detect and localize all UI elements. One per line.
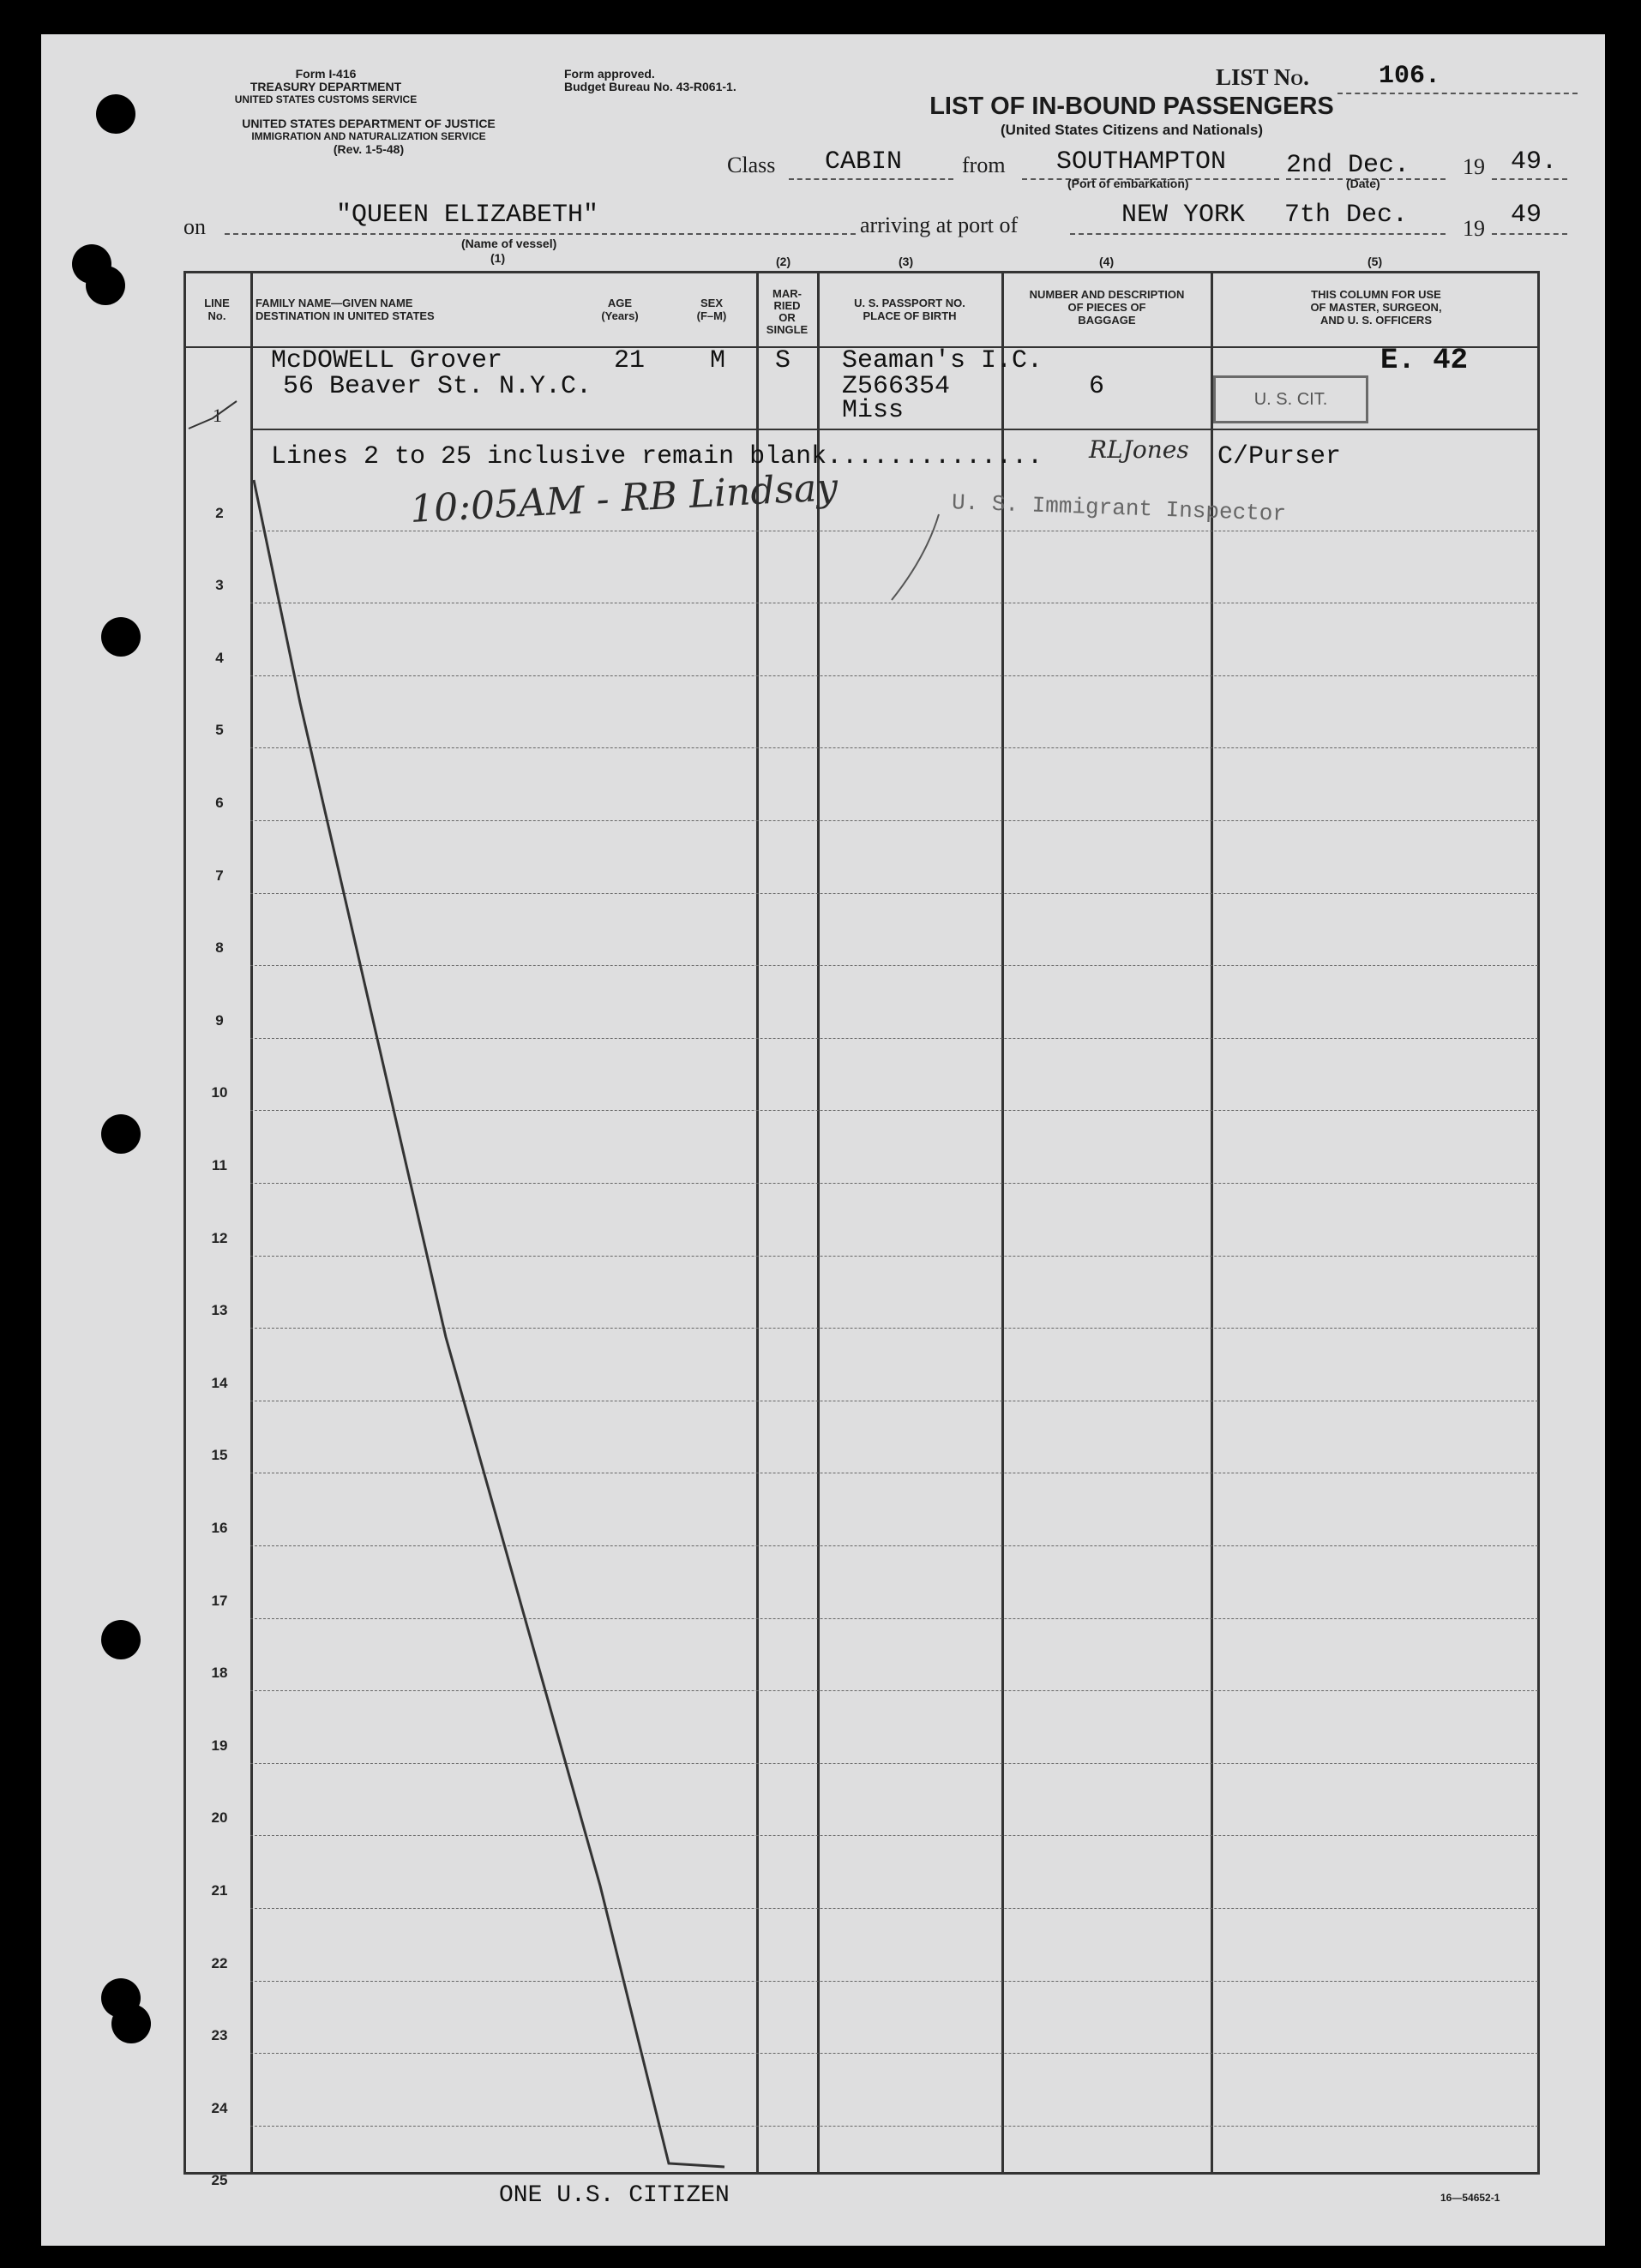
header-sex: SEX (F–M) <box>696 297 727 322</box>
treasury-department: TREASURY DEPARTMENT <box>249 80 402 93</box>
line-number: 10 <box>211 1084 228 1101</box>
passenger-destination: 56 Beaver St. N.Y.C. <box>283 372 592 401</box>
vessel-name: "QUEEN ELIZABETH" <box>336 201 599 230</box>
form-number: Form I-416 <box>295 67 357 81</box>
line-number: 12 <box>211 1229 228 1246</box>
line-number: 25 <box>211 2172 228 2189</box>
header-age: AGE (Years) <box>601 297 639 322</box>
header-officers: THIS COLUMN FOR USE OF MASTER, SURGEON, AND U. S. OFFICERS <box>1310 288 1442 327</box>
arrival-year: 49 <box>1511 201 1542 230</box>
form-title: LIST OF IN-BOUND PASSENGERS <box>929 93 1334 120</box>
passenger-age: 21 <box>614 346 646 375</box>
birthplace: Miss <box>842 396 905 425</box>
date-caption: (Date) <box>1346 177 1380 190</box>
line-number: 23 <box>211 2027 228 2044</box>
class-label: Class <box>727 153 776 177</box>
col1-number: (1) <box>490 251 506 265</box>
line-number: 20 <box>211 1809 228 1827</box>
header-name: FAMILY NAME—GIVEN NAME DESTINATION IN UNITED STATES <box>255 297 435 322</box>
line-number: 17 <box>211 1592 228 1609</box>
col4-number: (4) <box>1099 255 1115 268</box>
passenger-sex: M <box>710 346 726 375</box>
year-prefix: 19 <box>1463 154 1485 179</box>
departure-year: 49. <box>1511 147 1558 177</box>
passenger-married: S <box>775 346 791 375</box>
line-number: 19 <box>211 1737 228 1754</box>
officer-mark: E. 42 <box>1380 345 1469 377</box>
header-married: MAR- RIED OR SINGLE <box>766 287 808 336</box>
line-number: 7 <box>215 867 224 884</box>
justice-department: UNITED STATES DEPARTMENT OF JUSTICE <box>242 117 496 130</box>
customs-service: UNITED STATES CUSTOMS SERVICE <box>234 93 418 105</box>
line-number: 2 <box>215 504 224 521</box>
blank-lines-note: Lines 2 to 25 inclusive remain blank.............. <box>271 442 1043 471</box>
col5-number: (5) <box>1368 255 1383 268</box>
inspector-signature: 10:05AM - RB Lindsay <box>409 465 839 532</box>
line-number: 18 <box>211 1665 228 1682</box>
revision: (Rev. 1-5-48) <box>333 142 405 156</box>
print-code: 16—54652-1 <box>1440 2192 1500 2204</box>
arriving-label: arriving at port of <box>860 213 1019 237</box>
arrival-port: NEW YORK <box>1121 201 1246 230</box>
departure-date: 2nd Dec. <box>1286 151 1410 180</box>
purser-signature: RLJones <box>1089 435 1189 464</box>
line-number: 22 <box>211 1954 228 1971</box>
line-number: 11 <box>212 1157 227 1173</box>
from-label: from <box>962 153 1006 177</box>
line-number: 13 <box>211 1302 228 1319</box>
line-number: 21 <box>211 1882 228 1899</box>
passenger-name: McDOWELL Grover <box>271 346 503 375</box>
us-citizen-stamp: U. S. CIT. <box>1213 375 1368 423</box>
citizen-summary: ONE U.S. CITIZEN <box>499 2182 730 2209</box>
form-approved: Form approved. <box>564 67 655 81</box>
list-no-value: 106. <box>1379 62 1441 91</box>
header-baggage: NUMBER AND DESCRIPTION OF PIECES OF BAGGAGE <box>1029 288 1185 327</box>
line-number: 8 <box>215 939 224 957</box>
embarkation-port: SOUTHAMPTON <box>1056 147 1227 177</box>
line-number: 6 <box>215 795 224 811</box>
passport-number-line2: Z566354 <box>842 372 951 401</box>
line-number: 3 <box>215 577 224 594</box>
form-subtitle: (United States Citizens and Nationals) <box>1000 122 1264 138</box>
list-no-label: LIST No. <box>1216 64 1309 90</box>
col2-number: (2) <box>776 255 791 268</box>
line-number: 5 <box>215 722 224 739</box>
arrival-year-prefix: 19 <box>1463 216 1485 241</box>
arrival-date: 7th Dec. <box>1284 201 1409 230</box>
class-value: CABIN <box>825 147 903 177</box>
header-line-no: LINE No. <box>204 297 230 322</box>
line-number: 16 <box>211 1520 228 1536</box>
baggage-count: 6 <box>1089 372 1105 401</box>
line-number: 24 <box>211 2099 228 2116</box>
line-number: 4 <box>215 649 224 666</box>
col3-number: (3) <box>899 255 914 268</box>
passport-number-line1: Seaman's I.C. <box>842 346 1043 375</box>
purser-title: C/Purser <box>1217 442 1342 471</box>
line-number: 15 <box>211 1447 228 1464</box>
ins-service: IMMIGRATION AND NATURALIZATION SERVICE <box>251 130 486 142</box>
header-passport: U. S. PASSPORT NO. PLACE OF BIRTH <box>854 297 965 322</box>
inspector-stamp: U. S. Immigrant Inspector <box>951 489 1287 527</box>
port-embarkation-caption: (Port of embarkation) <box>1067 177 1189 190</box>
line-1-number: 1 <box>213 405 222 426</box>
line-number: 9 <box>215 1011 224 1029</box>
vessel-caption: (Name of vessel) <box>461 237 557 250</box>
budget-bureau: Budget Bureau No. 43-R061-1. <box>564 80 736 93</box>
line-number: 14 <box>211 1374 228 1391</box>
on-label: on <box>183 214 206 239</box>
